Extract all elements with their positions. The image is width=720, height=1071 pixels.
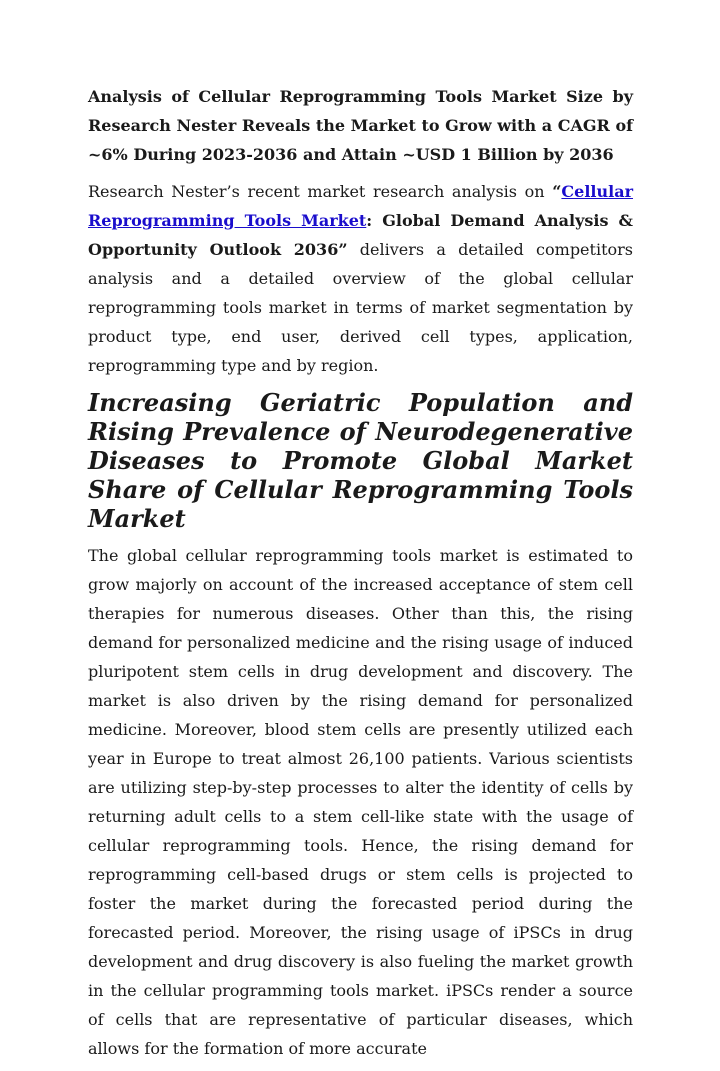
document-page (88, 82, 633, 1071)
intro-report-title-rest: : Global Demand Analysis & Opportunity Outlook 2036” (88, 211, 633, 259)
intro-open-quote: “ (552, 182, 562, 201)
document-title: Analysis of Cellular Reprogramming Tools Market Size by Research Nester Reveals the Market to Grow with a CAGR of ~6% During 2023-2036 and Attain ~USD 1 Billion by 2036 (88, 87, 633, 164)
section-subheading: Increasing Geriatric Population and Rising Prevalence of Neurodegenerative Diseases to Promote Global Market Share of Cellular Reprogramming Tools Market (88, 388, 633, 533)
intro-lead: Research Nester’s recent market research analysis on (88, 182, 553, 201)
intro-paragraph (88, 177, 633, 380)
intro-tail: delivers a detailed competitors analysis and a detailed overview of the global cellular reprogramming tools market in terms of market segmentation by product type, end user, derived cell types, application, reprogramming type and by region. (88, 240, 633, 375)
body-paragraph: The global cellular reprogramming tools market is estimated to grow majorly on account of the increased acceptance of stem cell therapies for numerous diseases. Other than this, the rising demand for personalized medicine and the rising usage of induced pluripotent stem cells in drug development and discovery. The market is also driven by the rising demand for personalized medicine. Moreover, blood stem cells are presently utilized each year in Europe to treat almost 26,100 patients. Various scientists are utilizing step-by-step processes to alter the identity of cells by returning adult cells to a stem cell-like state with the usage of cellular reprogramming tools. Hence, the rising demand for reprogramming cell-based drugs or stem cells is projected to foster the market during the forecasted period during the forecasted period. Moreover, the rising usage of iPSCs in drug development and drug discovery is also fueling the market growth in the cellular programming tools market. iPSCs render a source of cells that are representative of particular diseases, which allows for the formation of more accurate (88, 546, 633, 1058)
report-link[interactable]: Cellular Reprogramming Tools Market (88, 182, 633, 230)
